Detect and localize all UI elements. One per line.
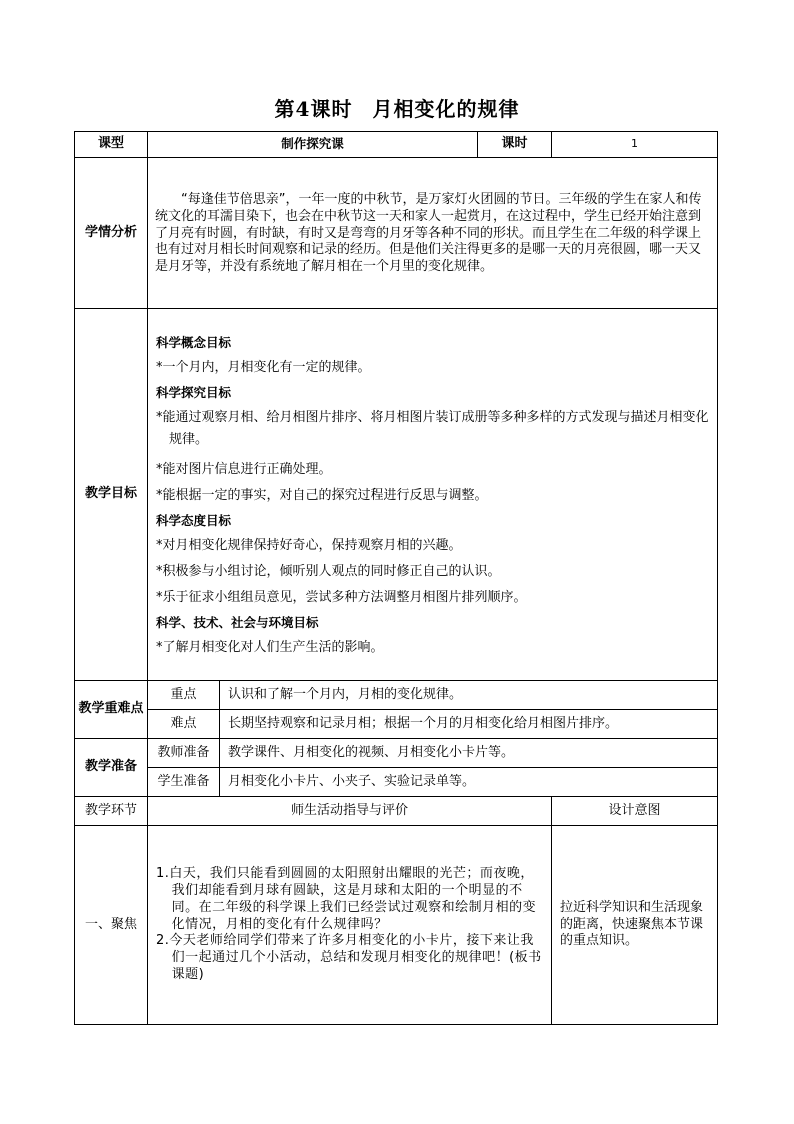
process-header-row	[75, 797, 718, 826]
key-text: 认识和了解一个月内，月相的变化规律。	[220, 681, 718, 710]
student-prep-row	[75, 768, 718, 797]
page-title	[0, 93, 794, 122]
inquiry-heading: 科学探究目标	[156, 384, 232, 400]
header-row	[75, 132, 718, 158]
hard-label: 难点	[148, 710, 220, 739]
type-label: 课型	[75, 132, 148, 158]
stse-item-1: *了解月相变化对人们生产生活的影响。	[156, 639, 384, 655]
hours-label: 课时	[478, 132, 552, 158]
activity-header: 师生活动指导与评价	[148, 797, 552, 826]
concept-heading: 科学概念目标	[156, 334, 232, 350]
attitude-item-2: *积极参与小组讨论，倾听别人观点的同时修正自己的认识。	[156, 563, 501, 579]
goals-content	[148, 309, 718, 681]
key-label: 重点	[148, 681, 220, 710]
student-prep-text: 月相变化小卡片、小夹子、实验记录单等。	[220, 768, 718, 797]
stage1-item-2: 2.今天老师给同学们带来了许多月相变化的小卡片，接下来让我们一起通过几个小活动，总结和发现月相变化的规律吧！(板书课题)	[156, 933, 542, 983]
inquiry-item-1: *能通过观察月相、给月相图片排序、将月相图片装订成册等多种多样的方式发现与描述月相变化规律。	[156, 409, 709, 447]
inquiry-item-2: *能对图片信息进行正确处理。	[156, 461, 332, 477]
attitude-item-3: *乐于征求小组组员意见，尝试多种方法调整月相图片排列顺序。	[156, 589, 527, 605]
difficulty-row	[75, 710, 718, 739]
analysis-row	[75, 158, 718, 309]
goals-label: 教学目标	[75, 309, 148, 681]
analysis-text: “每逢佳节倍思亲”，一年一度的中秋节，是万家灯火团圆的节日。三年级的学生在家人和传统文化的耳濡目染下，也会在中秋节这一天和家人一起赏月，在这过程中，学生已经开始注意到了月亮有时圆，有时缺，有时又是弯弯的月牙等各种不同的形状。而且学生在二年级的科学课上也有过对月相长时间观察和记录的经历。但是他们关注得更多的是哪一天的月亮很圆，哪一天又是月牙等，并没有系统地了解月相在一个月里的变化规律。	[148, 158, 718, 309]
teacher-prep-text: 教学课件、月相变化的视频、月相变化小卡片等。	[220, 739, 718, 768]
analysis-label: 学情分析	[75, 158, 148, 309]
stage1-item-1: 1.白天，我们只能看到圆圆的太阳照射出耀眼的光芒；而夜晚，我们却能看到月球有圆缺，这是月球和太阳的一个明显的不同。在二年级的科学课上我们已经尝试过观察和绘制月相的变化情况，月相的变化有什么规律吗？	[156, 865, 537, 932]
stage1-row	[75, 826, 718, 1025]
keypoints-label: 教学重难点	[75, 681, 148, 739]
student-prep-label: 学生准备	[148, 768, 220, 797]
hours-value: 1	[552, 132, 718, 158]
stage-header: 教学环节	[75, 797, 148, 826]
stse-heading: 科学、技术、社会与环境目标	[156, 614, 319, 630]
intent-header: 设计意图	[552, 797, 718, 826]
type-value: 制作探究课	[148, 132, 478, 158]
prep-label: 教学准备	[75, 739, 148, 797]
attitude-item-1: *对月相变化规律保持好奇心，保持观察月相的兴趣。	[156, 537, 462, 553]
teacher-prep-row	[75, 739, 718, 768]
lesson-number: 第4课时	[274, 97, 353, 121]
goals-row	[75, 309, 718, 681]
lesson-name: 月相变化的规律	[372, 97, 520, 121]
concept-item-1: *一个月内，月相变化有一定的规律。	[156, 359, 371, 375]
stage1-name: 一、聚焦	[75, 826, 148, 1025]
hard-text: 长期坚持观察和记录月相；根据一个月的月相变化给月相图片排序。	[220, 710, 718, 739]
lesson-plan-table	[74, 131, 718, 1025]
teacher-prep-label: 教师准备	[148, 739, 220, 768]
stage1-intent: 拉近科学知识和生活现象的距离，快速聚焦本节课的重点知识。	[552, 826, 718, 1025]
keypoint-row	[75, 681, 718, 710]
inquiry-item-3: *能根据一定的事实，对自己的探究过程进行反思与调整。	[156, 487, 488, 503]
attitude-heading: 科学态度目标	[156, 512, 232, 528]
stage1-activities	[148, 826, 552, 1025]
